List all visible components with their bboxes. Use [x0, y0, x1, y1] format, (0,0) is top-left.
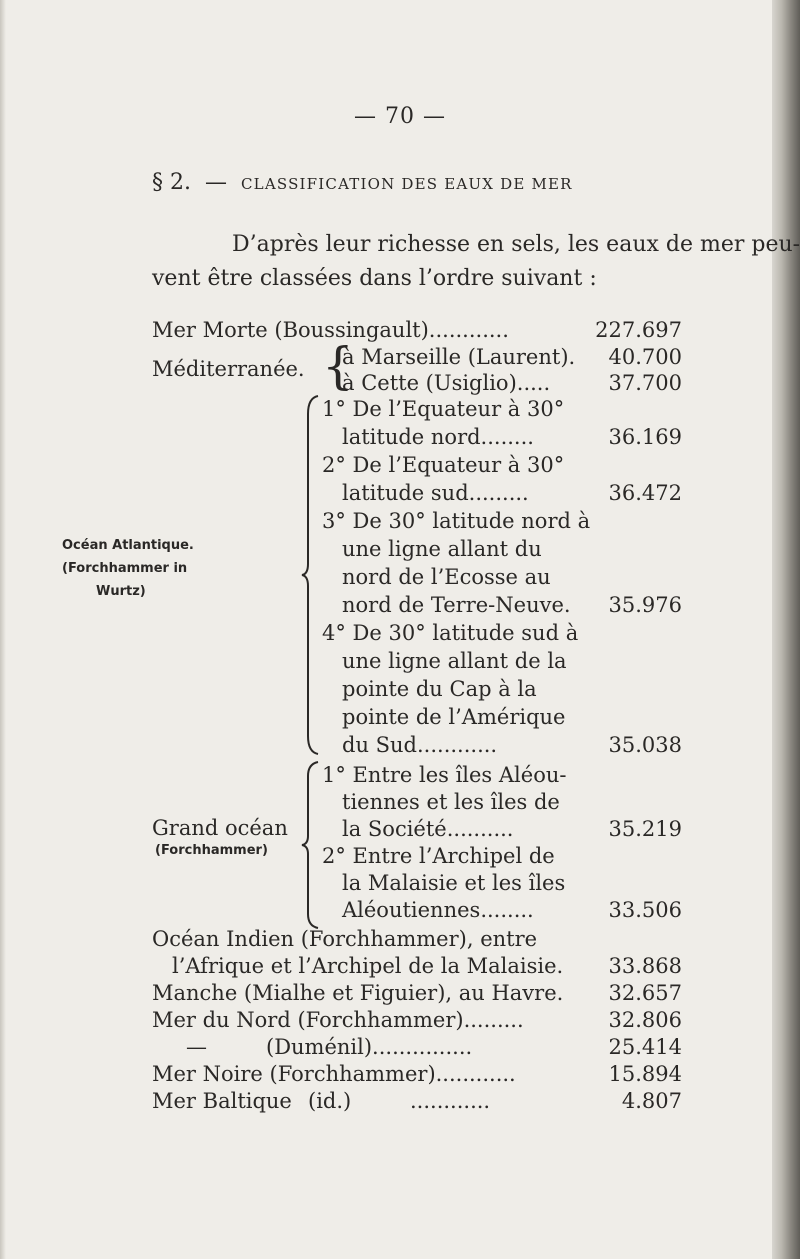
atlantique-label-3: Wurtz): [96, 584, 146, 599]
mediterranee-row-1: à Marseille (Laurent).: [342, 345, 576, 369]
baltique-value: 4.807: [621, 1089, 682, 1113]
section-mark: § 2.: [152, 170, 191, 195]
manche-label: Manche (Mialhe et Figuier), au Havre.: [152, 981, 564, 1005]
page-number: — 70 —: [354, 104, 446, 129]
grand-ocean-line-3: la Société..........: [342, 817, 514, 841]
baltique-source: (id.): [308, 1089, 352, 1113]
atlantique-line-1: 1° De l’Equateur à 30°: [322, 397, 565, 421]
page-right-edge: [772, 0, 800, 1259]
indien-value: 33.868: [608, 954, 682, 978]
grand-ocean-line-2: tiennes et les îles de: [342, 790, 560, 814]
atlantique-line-9: 4° De 30° latitude sud à: [322, 621, 579, 645]
atlantique-brace: [300, 394, 324, 756]
section-dash: —: [204, 170, 227, 195]
grand-ocean-line-5: la Malaisie et les îles: [342, 871, 566, 895]
grand-ocean-label-1: Grand océan: [152, 816, 288, 840]
grand-ocean-value-2: 33.506: [608, 898, 682, 922]
baltique-leader: ............: [410, 1089, 491, 1113]
atlantique-value-4: 35.038: [608, 733, 682, 757]
manche-value: 32.657: [608, 981, 682, 1005]
atlantique-value-3: 35.976: [608, 593, 682, 617]
baltique-label: Mer Baltique: [152, 1089, 292, 1113]
section-title: CLASSIFICATION DES EAUX DE MER: [240, 175, 573, 193]
atlantique-line-4: latitude sud.........: [342, 481, 529, 505]
atlantique-label-1: Océan Atlantique.: [62, 538, 194, 553]
atlantique-line-2: latitude nord........: [342, 425, 534, 449]
atlantique-line-13: du Sud............: [342, 733, 498, 757]
atlantique-line-10: une ligne allant de la: [342, 649, 567, 673]
atlantique-line-8: nord de Terre-Neuve.: [342, 593, 571, 617]
indien-line-2: l’Afrique et l’Archipel de la Malaisie.: [172, 954, 564, 978]
mer-noire-label: Mer Noire (Forchhammer)............: [152, 1062, 516, 1086]
atlantique-line-11: pointe du Cap à la: [342, 677, 537, 701]
mediterranee-value-2: 37.700: [608, 371, 682, 395]
mer-morte-label: Mer Morte (Boussingault): [152, 318, 429, 342]
dumenil-dash: —: [186, 1035, 207, 1059]
mer-du-nord-label: Mer du Nord (Forchhammer).........: [152, 1008, 524, 1032]
intro-line-2: vent être classées dans l’ordre suivant :: [152, 266, 597, 291]
mer-morte-leader: ............: [428, 318, 509, 342]
grand-ocean-brace: [300, 760, 324, 930]
dumenil-value: 25.414: [608, 1035, 682, 1059]
section-heading: [152, 170, 573, 195]
atlantique-line-3: 2° De l’Equateur à 30°: [322, 453, 565, 477]
mer-du-nord-value: 32.806: [608, 1008, 682, 1032]
grand-ocean-line-4: 2° Entre l’Archipel de: [322, 844, 555, 868]
grand-ocean-line-6: Aléoutiennes........: [342, 898, 534, 922]
indien-line-1: Océan Indien (Forchhammer), entre: [152, 927, 538, 951]
grand-ocean-label-2: (Forchhammer): [155, 843, 268, 858]
atlantique-line-5: 3° De 30° latitude nord à: [322, 509, 591, 533]
atlantique-label-2: (Forchhammer in: [62, 561, 188, 576]
atlantique-value-2: 36.472: [608, 481, 682, 505]
dumenil-label: (Duménil)...............: [266, 1035, 473, 1059]
mediterranee-value-1: 40.700: [608, 345, 682, 369]
mer-morte-value: 227.697: [595, 318, 682, 342]
mer-noire-value: 15.894: [608, 1062, 682, 1086]
atlantique-line-12: pointe de l’Amérique: [342, 705, 566, 729]
mediterranee-label: Méditerranée.: [152, 357, 305, 381]
atlantique-line-6: une ligne allant du: [342, 537, 542, 561]
atlantique-value-1: 36.169: [608, 425, 682, 449]
page-left-edge: [0, 0, 6, 1259]
atlantique-line-7: nord de l’Ecosse au: [342, 565, 551, 589]
mediterranee-row-2: à Cette (Usiglio).....: [342, 371, 551, 395]
grand-ocean-value-1: 35.219: [608, 817, 682, 841]
grand-ocean-line-1: 1° Entre les îles Aléou-: [322, 763, 567, 787]
mediterranee-brace: {: [322, 337, 354, 395]
intro-line-1: D’après leur richesse en sels, les eaux de mer peu-: [232, 232, 800, 257]
